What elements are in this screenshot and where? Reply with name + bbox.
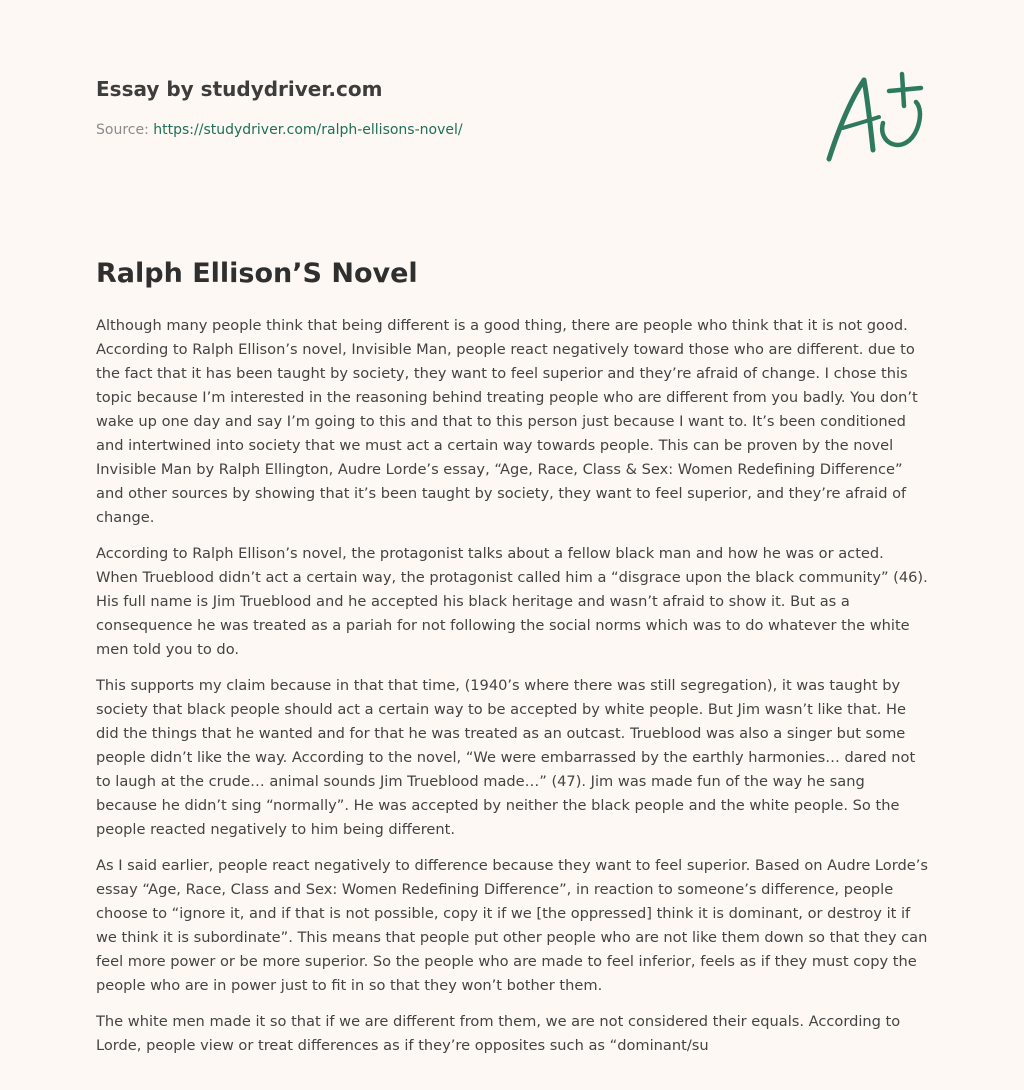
page-header: [96, 74, 936, 140]
article-paragraph: As I said earlier, people react negatively to difference because they want to feel superior. Based on Audre Lorde’s essay “Age, Race, Class and Sex: Women Redefining Difference”, in reaction to someone’s difference, people choose to “ignore it, and if that is not possible, copy it if we [the oppressed] think it is dominant, or destroy it if we think it is subordinate”. This means that people put other people who are not like them down so that they can feel more power or be more superior. So the people who are made to feel inferior, feels as if they must copy the people who are in power just to fit in so that they won’t bother them.: [96, 857, 928, 994]
site-brand: Essay by studydriver.com: [96, 77, 383, 101]
source-label: Source:: [96, 122, 149, 138]
article-paragraph: Although many people think that being different is a good thing, there are people who think that it is not good. According to Ralph Ellison’s novel, Invisible Man, people react negatively toward those who are different. due to the fact that it has been taught by society, they want to feel superior and they’re afraid of change. I chose this topic because I’m interested in the reasoning behind treating people who are different from you badly. You don’t wake up one day and say I’m going to this and that to this person just because I want to. It’s been conditioned and intertwined into society that we must act a certain way towards people. This can be proven by the novel Invisible Man by Ralph Ellington, Audre Lorde’s essay, “Age, Race, Class & Sex: Women Redefining Difference” and other sources by showing that it’s been taught by society, they want to feel superior, and they’re afraid of change.: [96, 317, 918, 526]
article-body: [96, 314, 930, 1074]
source-line: [96, 120, 936, 140]
article-title: Ralph Ellison’S Novel: [96, 258, 418, 289]
a-plus-logo-icon: [822, 68, 928, 166]
article-paragraph: The white men made it so that if we are different from them, we are not considered their equals. According to Lorde, people view or treat differences as if they’re opposites such as “dominant/su: [96, 1013, 901, 1054]
article-paragraph: According to Ralph Ellison’s novel, the protagonist talks about a fellow black man and how he was or acted. When Trueblood didn’t act a certain way, the protagonist called him a “disgrace upon the black community” (46). His full name is Jim Trueblood and he accepted his black heritage and wasn’t afraid to show it. But as a consequence he was treated as a pariah for not following the social norms which was to do whatever the white men told you to do.: [96, 545, 928, 658]
source-link[interactable]: https://studydriver.com/ralph-ellisons-novel/: [153, 122, 463, 138]
article-paragraph: This supports my claim because in that that time, (1940’s where there was still segregation), it was taught by society that black people should act a certain way to be accepted by white people. But Jim wasn’t like that. He did the things that he wanted and for that he was treated as an outcast. Trueblood was also a singer but some people didn’t like the way. According to the novel, “We were embarrassed by the earthly harmonies… dared not to laugh at the crude… animal sounds Jim Trueblood made…” (47). Jim was made fun of the way he sang because he didn’t sing “normally”. He was accepted by neither the black people and the white people. So the people reacted negatively to him being different.: [96, 677, 916, 838]
